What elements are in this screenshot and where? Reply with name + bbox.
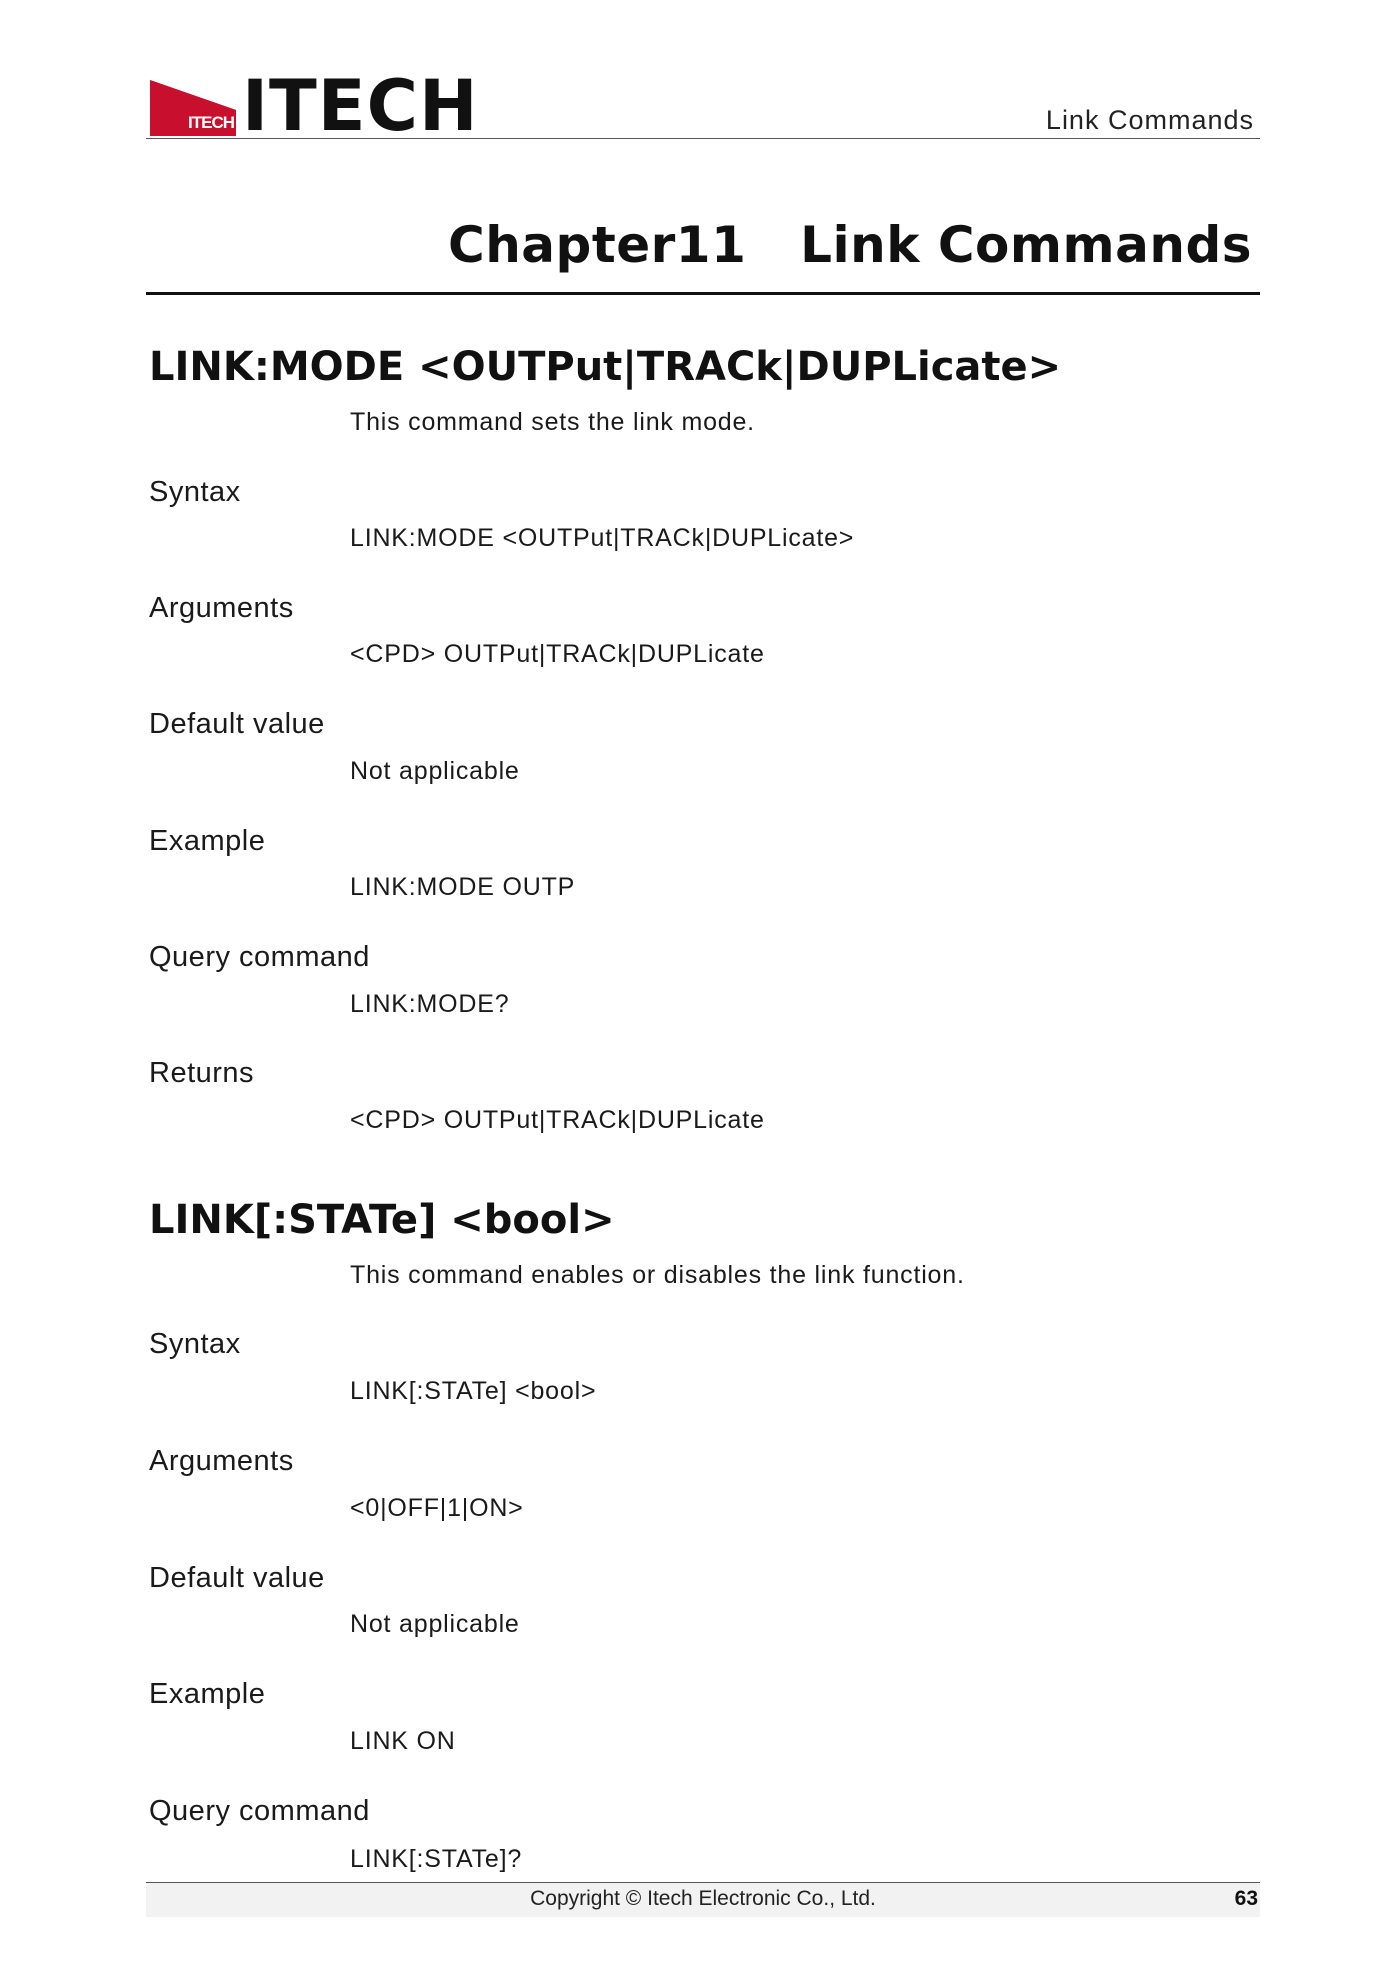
syntax-value: LINK:MODE <OUTPut|TRACk|DUPLicate> xyxy=(350,524,855,552)
syntax-value: LINK[:STATe] <bool> xyxy=(350,1377,597,1405)
query-command-label: Query command xyxy=(149,941,370,973)
default-value-label: Default value xyxy=(149,708,325,740)
query-command-value: LINK:MODE? xyxy=(350,990,510,1018)
query-command-label: Query command xyxy=(149,1795,370,1827)
example-value: LINK ON xyxy=(350,1727,456,1755)
example-label: Example xyxy=(149,1678,266,1710)
page-header xyxy=(146,65,1260,147)
chapter-title: Chapter11 Link Commands xyxy=(448,216,1252,274)
command-heading: LINK[:STATe] <bool> xyxy=(149,1197,615,1243)
example-value: LINK:MODE OUTP xyxy=(350,873,576,901)
default-value: Not applicable xyxy=(350,757,520,785)
command-description: This command enables or disables the link function. xyxy=(350,1261,965,1289)
arguments-label: Arguments xyxy=(149,1445,294,1477)
logo-badge-text: ITECH xyxy=(188,113,234,132)
arguments-value: <CPD> OUTPut|TRACk|DUPLicate xyxy=(350,640,765,668)
arguments-value: <0|OFF|1|ON> xyxy=(350,1494,524,1522)
logo-mark-icon xyxy=(150,80,236,136)
itech-logo xyxy=(150,65,479,147)
page-footer xyxy=(146,1882,1260,1917)
returns-label: Returns xyxy=(149,1057,255,1089)
example-label: Example xyxy=(149,825,266,857)
default-value-label: Default value xyxy=(149,1562,325,1594)
query-command-value: LINK[:STATe]? xyxy=(350,1845,523,1873)
footer-copyright: Copyright © Itech Electronic Co., Ltd. xyxy=(530,1887,876,1910)
returns-value: <CPD> OUTPut|TRACk|DUPLicate xyxy=(350,1106,765,1134)
syntax-label: Syntax xyxy=(149,1328,241,1360)
default-value: Not applicable xyxy=(350,1610,520,1638)
syntax-label: Syntax xyxy=(149,476,241,508)
command-heading: LINK:MODE <OUTPut|TRACk|DUPLicate> xyxy=(149,344,1062,390)
command-description: This command sets the link mode. xyxy=(350,408,755,436)
logo-wordmark: ITECH xyxy=(242,65,479,147)
header-section-title: Link Commands xyxy=(1045,105,1254,135)
page-number: 63 xyxy=(1234,1887,1258,1910)
arguments-label: Arguments xyxy=(149,592,294,624)
chapter-title-bar xyxy=(146,214,1260,295)
